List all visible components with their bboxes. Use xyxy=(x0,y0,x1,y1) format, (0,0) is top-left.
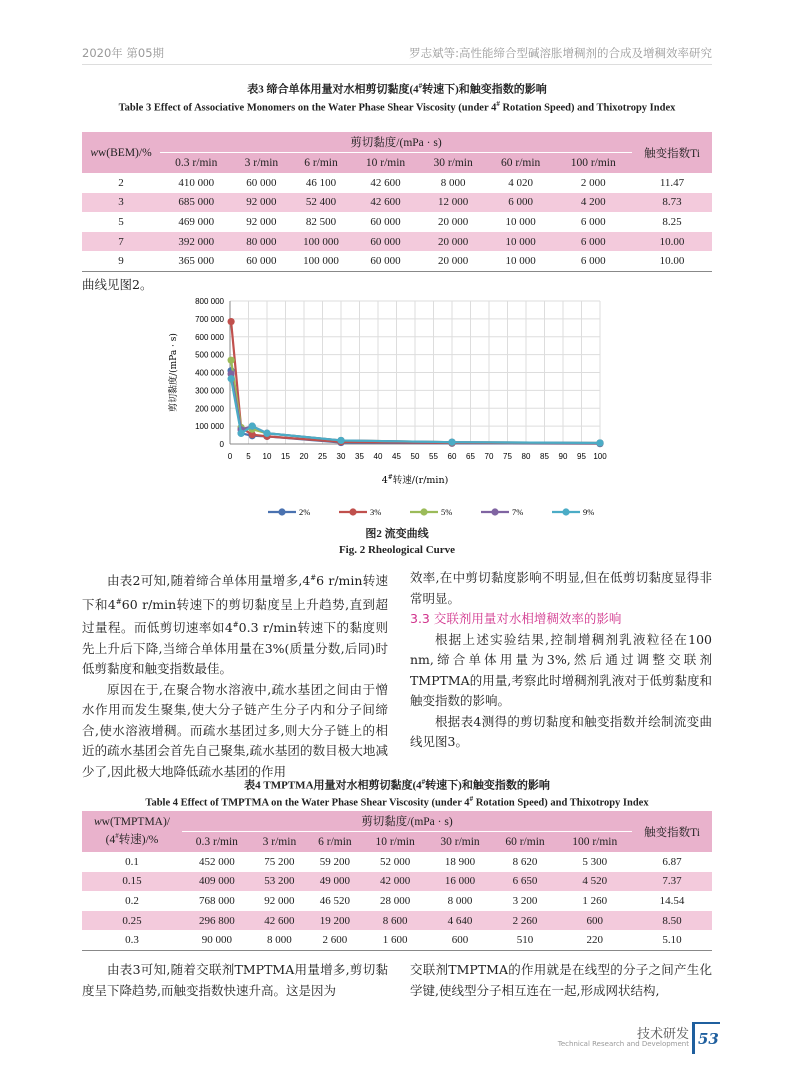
speed-header: 10 r/min xyxy=(352,153,420,174)
table-cell: 5 xyxy=(118,215,124,228)
data-point xyxy=(228,375,235,382)
x-tick-label: 40 xyxy=(373,452,383,461)
x-tick-label: 0 xyxy=(227,452,233,461)
x-tick-label: 15 xyxy=(281,452,290,461)
table-cell: 52 400 xyxy=(290,193,351,213)
table-cell: 8.73 xyxy=(632,193,712,213)
table-cell: 60 000 xyxy=(370,215,401,228)
paragraph: 交联剂TMPTMA的作用就是在线型的分子之间产生化学键,使线型分子相互连在一起,形成网状结构, xyxy=(410,962,712,998)
speed-header: 60 r/min xyxy=(493,832,558,853)
table-cell: 6 000 xyxy=(554,232,632,252)
y-tick-label: 200 000 xyxy=(195,404,224,414)
x-tick-label: 50 xyxy=(410,452,420,461)
group-header: 剪切黏度/(mPa · s) xyxy=(182,811,632,832)
table-cell: 59 200 xyxy=(319,855,350,868)
legend-marker xyxy=(491,508,498,515)
table-cell: 1 260 xyxy=(582,894,608,907)
table-cell: 4 020 xyxy=(508,176,534,189)
x-tick-label: 20 xyxy=(299,452,309,461)
legend-marker xyxy=(278,508,285,515)
paragraph: 根据表4测得的剪切黏度和触变指数并绘制流变曲线见图3。 xyxy=(410,713,712,749)
paragraph: 原因在于,在聚合物水溶液中,疏水基团之间由于憎水作用而发生聚集,使大分子链产生分子内和分子间缔合,使水溶液增稠。而疏水基团过多,则大分子链上的相近的疏水基团会首先自己聚集,疏水基团的数目极大地减少了,因此极大地降低疏水基团的作用 xyxy=(82,681,388,779)
table-cell: 10.00 xyxy=(659,255,685,268)
x-tick-label: 5 xyxy=(246,452,251,461)
data-point xyxy=(596,439,603,446)
data-point xyxy=(448,439,455,446)
table-cell: 768 000 xyxy=(198,894,235,907)
table-cell: 14.54 xyxy=(659,894,685,907)
table-cell: 28 000 xyxy=(379,894,411,907)
table-cell: 3 200 xyxy=(512,894,538,907)
table-row xyxy=(82,193,712,213)
table-cell: 20 000 xyxy=(437,255,469,268)
speed-header: 6 r/min xyxy=(290,153,351,174)
table-cell: 75 200 xyxy=(264,855,295,868)
body-left-column xyxy=(82,568,388,782)
body-left-bottom xyxy=(82,960,388,1001)
x-tick-label: 55 xyxy=(429,452,438,461)
table-cell: 10 000 xyxy=(505,215,536,228)
table-row xyxy=(82,930,712,950)
table-cell: 510 xyxy=(516,934,534,947)
legend-label: 5% xyxy=(441,507,453,517)
table-cell: 6 000 xyxy=(487,193,555,213)
speed-header: 0.3 r/min xyxy=(160,153,233,174)
fig-reference: 曲线见图2。 xyxy=(82,277,153,292)
table-cell: 60 000 xyxy=(370,255,401,268)
table3-caption-en: Table 3 Effect of Associative Monomers on the Water Phase Shear Viscosity (under 4# Rotation Speed) and Thixotropy Index xyxy=(118,100,676,114)
table-cell: 53 200 xyxy=(252,872,307,892)
table-cell: 16 000 xyxy=(428,872,493,892)
table-cell: 600 xyxy=(557,911,632,931)
table-cell: 2 xyxy=(118,176,124,189)
y-tick-label: 700 000 xyxy=(195,314,224,324)
x-axis-title: 4#转速/(r/min) xyxy=(381,474,449,486)
table-cell: 220 xyxy=(586,934,603,947)
table-cell: 46 520 xyxy=(319,894,350,907)
table-cell: 19 200 xyxy=(307,911,362,931)
table4-caption-en: Table 4 Effect of TMPTMA on the Water Phase Shear Viscosity (under 4# Rotation Speed) and Thixotropy Index xyxy=(145,795,649,809)
table-cell: 80 000 xyxy=(233,232,291,252)
col-header: (4#转速)/% xyxy=(105,832,159,847)
table-cell: 392 000 xyxy=(160,232,233,252)
table-row xyxy=(82,251,712,271)
speed-header: 3 r/min xyxy=(252,832,307,853)
figure2-chart xyxy=(150,292,630,524)
table-cell: 92 000 xyxy=(246,215,277,228)
legend-marker xyxy=(562,508,569,515)
table-cell: 90 000 xyxy=(201,934,232,947)
speed-header: 30 r/min xyxy=(419,153,487,174)
table-cell: 3 xyxy=(82,193,160,213)
x-tick-label: 65 xyxy=(466,452,475,461)
x-tick-label: 30 xyxy=(336,452,346,461)
table-cell: 4 200 xyxy=(554,193,632,213)
x-tick-label: 75 xyxy=(503,452,512,461)
table-cell: 52 000 xyxy=(379,855,411,868)
legend-label: 2% xyxy=(299,507,311,517)
table-row xyxy=(82,911,712,931)
x-tick-label: 90 xyxy=(558,452,568,461)
table-cell: 20 000 xyxy=(437,215,469,228)
table-cell: 8 620 xyxy=(512,855,538,868)
y-tick-label: 0 xyxy=(219,440,224,449)
table-cell: 8.50 xyxy=(632,911,712,931)
table-row xyxy=(82,891,712,911)
table-cell: 452 000 xyxy=(198,855,235,868)
table-cell: 42 600 xyxy=(352,193,420,213)
table-cell: 8 000 xyxy=(267,934,292,947)
speed-header: 10 r/min xyxy=(363,832,428,853)
section-heading: 3.3 交联剂用量对水相增稠效率的影响 xyxy=(410,611,622,626)
table-cell: 5.10 xyxy=(662,934,682,947)
table-cell: 409 000 xyxy=(182,872,252,892)
data-point xyxy=(249,423,256,430)
table-cell: 0.2 xyxy=(125,894,139,907)
table-cell: 7 xyxy=(82,232,160,252)
table4-caption-cn: 表4 TMPTMA用量对水相剪切黏度(4#转速下)和触变指数的影响 xyxy=(244,778,550,792)
legend-marker xyxy=(349,508,356,515)
figure2-caption-cn: 图2 流变曲线 xyxy=(365,528,429,540)
table-cell: 410 000 xyxy=(178,176,215,189)
footer-section-cn: 技术研发 xyxy=(636,1027,689,1042)
legend-marker xyxy=(420,508,427,515)
table-cell: 42 600 xyxy=(370,176,401,189)
paragraph: 由表3可知,随着交联剂TMPTMA用量增多,剪切黏度呈下降趋势,而触变指数快速升高。这是因为 xyxy=(82,962,388,998)
y-tick-label: 100 000 xyxy=(195,422,224,432)
legend-label: 7% xyxy=(512,507,524,517)
table-cell: 8.25 xyxy=(662,215,682,228)
table-cell: 685 000 xyxy=(160,193,233,213)
data-point xyxy=(238,430,245,437)
table-cell: 9 xyxy=(118,255,124,268)
table-cell: 0.25 xyxy=(82,911,182,931)
data-point xyxy=(228,357,235,364)
table-cell: 6 000 xyxy=(580,255,606,268)
table-cell: 365 000 xyxy=(178,255,215,268)
table-row xyxy=(82,852,712,872)
table-cell: 42 000 xyxy=(363,872,428,892)
table-cell: 6 000 xyxy=(580,215,606,228)
table-cell: 0.1 xyxy=(125,855,139,868)
table4: ww(TMPTMA)/ (4#转速)/% 剪切黏度/(mPa · s) 触变指数Ti 0.3 r/min 3 r/min 6 r/min 10 r/min 30 r/min 60 r/min 100 r/min 0.1 452 000 75 200 59 200 52 000 18 900 8 620 5 300 6.87 0.15 409 000 53 200 49 000 42 000 16 000 6 650 4 520 7.37 0.2 768 000 92 000 46 520 28 000 8 000 3 200 1 260 14.54 0.25 296 800 42 600 19 200 8 600 4 640 2 260 600 8.50 0.3 90 000 8 000 2 600 1 600 600 510 220 5.10 xyxy=(82,811,712,951)
table-cell: 100 000 xyxy=(303,255,339,268)
header-divider xyxy=(82,64,712,65)
speed-header: 6 r/min xyxy=(307,832,362,853)
table-cell: 8 000 xyxy=(440,176,466,189)
running-title: 罗志斌等:高性能缔合型碱溶胀增稠剂的合成及增稠效率研究 xyxy=(409,46,712,60)
page-number: 53 xyxy=(692,1022,720,1054)
table-row xyxy=(82,173,712,193)
table-cell: 6.87 xyxy=(662,855,682,868)
table-cell: 60 000 xyxy=(246,255,277,268)
x-tick-label: 45 xyxy=(392,452,401,461)
speed-header: 100 r/min xyxy=(557,832,632,853)
table-cell: 10 000 xyxy=(487,232,555,252)
table-cell: 82 500 xyxy=(305,215,337,228)
data-point xyxy=(228,318,235,325)
x-tick-label: 80 xyxy=(521,452,531,461)
x-tick-label: 25 xyxy=(318,452,327,461)
table-cell: 20 000 xyxy=(419,232,487,252)
table-cell: 600 xyxy=(451,934,469,947)
table-cell: 18 900 xyxy=(444,855,476,868)
body-right-column xyxy=(410,568,712,753)
table-cell: 296 800 xyxy=(182,911,252,931)
table-cell: 49 000 xyxy=(307,872,362,892)
x-tick-label: 95 xyxy=(577,452,586,461)
data-point xyxy=(263,430,270,437)
table-cell: 5 300 xyxy=(582,855,608,868)
y-tick-label: 300 000 xyxy=(195,386,224,396)
y-tick-label: 800 000 xyxy=(195,297,224,306)
table-cell: 0.15 xyxy=(82,872,182,892)
x-tick-label: 35 xyxy=(355,452,364,461)
table-cell: 6 650 xyxy=(493,872,558,892)
legend-label: 9% xyxy=(583,507,595,517)
table-row xyxy=(82,872,712,892)
x-tick-label: 10 xyxy=(262,452,272,461)
table-cell: 4 640 xyxy=(428,911,493,931)
speed-header: 0.3 r/min xyxy=(182,832,252,853)
paragraph: 根据上述实验结果,控制增稠剂乳液粒径在100 nm,缔合单体用量为3%,然后通过调整交联剂TMPTMA的用量,考察此时增稠剂乳液对于低剪黏度和触变指数的影响。 xyxy=(410,631,712,708)
y-tick-label: 400 000 xyxy=(195,368,224,378)
y-axis-title: 剪切黏度/(mPa · s) xyxy=(169,333,179,412)
table-cell: 2 260 xyxy=(493,911,558,931)
paragraph: 由表2可知,随着缔合单体用量增多,4#6 r/min转速下和4#60 r/min转速下的剪切黏度呈上升趋势,直到超过量程。而低剪切速率如4#0.3 r/min转速下的黏度则先上升后下降,当缔合单体用量在3%(质量分数,后同)时低剪黏度和触变指数最佳。 xyxy=(82,573,388,677)
table3: ww(BEM)/% 剪切黏度/(mPa · s) 触变指数Ti 0.3 r/min 3 r/min 6 r/min 10 r/min 30 r/min 60 r/min 100 r/min 2 410 000 60 000 46 100 42 600 8 000 4 020 2 000 11.47 3 685 000 92 000 52 400 42 600 12 000 6 000 4 200 8.73 5 469 000 92 000 82 500 60 000 20 000 10 000 6 000 8.25 7 392 000 80 000 100 000 60 000 20 000 10 000 6 000 10.00 9 365 000 60 000 100 000 60 000 20 000 10 000 6 000 10.00 xyxy=(82,132,712,272)
table-cell: 469 000 xyxy=(178,215,215,228)
col-header: 触变指数Ti xyxy=(632,811,712,852)
table3-caption-cn: 表3 缔合单体用量对水相剪切黏度(4#转速下)和触变指数的影响 xyxy=(247,82,547,96)
speed-header: 30 r/min xyxy=(428,832,493,853)
table-cell: 60 000 xyxy=(352,232,420,252)
x-tick-label: 60 xyxy=(447,452,457,461)
table-row xyxy=(82,232,712,252)
table-cell: 8 600 xyxy=(363,911,428,931)
table-cell: 7.37 xyxy=(632,872,712,892)
y-tick-label: 600 000 xyxy=(195,332,224,342)
x-tick-label: 85 xyxy=(540,452,549,461)
body-right-bottom xyxy=(410,960,712,1001)
table-cell: 2 600 xyxy=(322,934,348,947)
table-cell: 100 000 xyxy=(290,232,351,252)
col-header: w(BEM)/% xyxy=(98,146,152,159)
table-cell: 60 000 xyxy=(246,176,277,189)
table-cell: 10.00 xyxy=(632,232,712,252)
table-cell: 11.47 xyxy=(659,176,685,189)
table-cell: 12 000 xyxy=(419,193,487,213)
col-header: 触变指数Ti xyxy=(632,132,712,173)
speed-header: 100 r/min xyxy=(554,153,632,174)
table-cell: 4 520 xyxy=(557,872,632,892)
table-cell: 46 100 xyxy=(305,176,337,189)
table-row xyxy=(82,212,712,232)
table-cell: 92 000 xyxy=(233,193,291,213)
y-tick-label: 500 000 xyxy=(195,350,224,360)
x-tick-label: 100 xyxy=(593,452,607,461)
table-cell: 0.3 xyxy=(125,934,139,947)
figure2-caption-en: Fig. 2 Rheological Curve xyxy=(338,544,456,556)
table-cell: 8 000 xyxy=(447,894,473,907)
table-cell: 1 600 xyxy=(382,934,408,947)
group-header: 剪切黏度/(mPa · s) xyxy=(160,132,632,153)
x-tick-label: 70 xyxy=(484,452,494,461)
table-cell: 2 000 xyxy=(580,176,606,189)
legend-label: 3% xyxy=(370,507,382,517)
table-cell: 92 000 xyxy=(264,894,295,907)
col-header: w(TMPTMA)/ xyxy=(101,815,171,828)
data-point xyxy=(337,437,344,444)
speed-header: 60 r/min xyxy=(487,153,555,174)
journal-issue: 2020年 第05期 xyxy=(82,46,165,60)
speed-header: 3 r/min xyxy=(233,153,291,174)
paragraph: 效率,在中剪切黏度影响不明显,但在低剪切黏度显得非常明显。 xyxy=(410,570,712,606)
table-cell: 10 000 xyxy=(505,255,536,268)
footer-section-en: Technical Research and Development xyxy=(557,1040,689,1048)
table-cell: 42 600 xyxy=(252,911,307,931)
